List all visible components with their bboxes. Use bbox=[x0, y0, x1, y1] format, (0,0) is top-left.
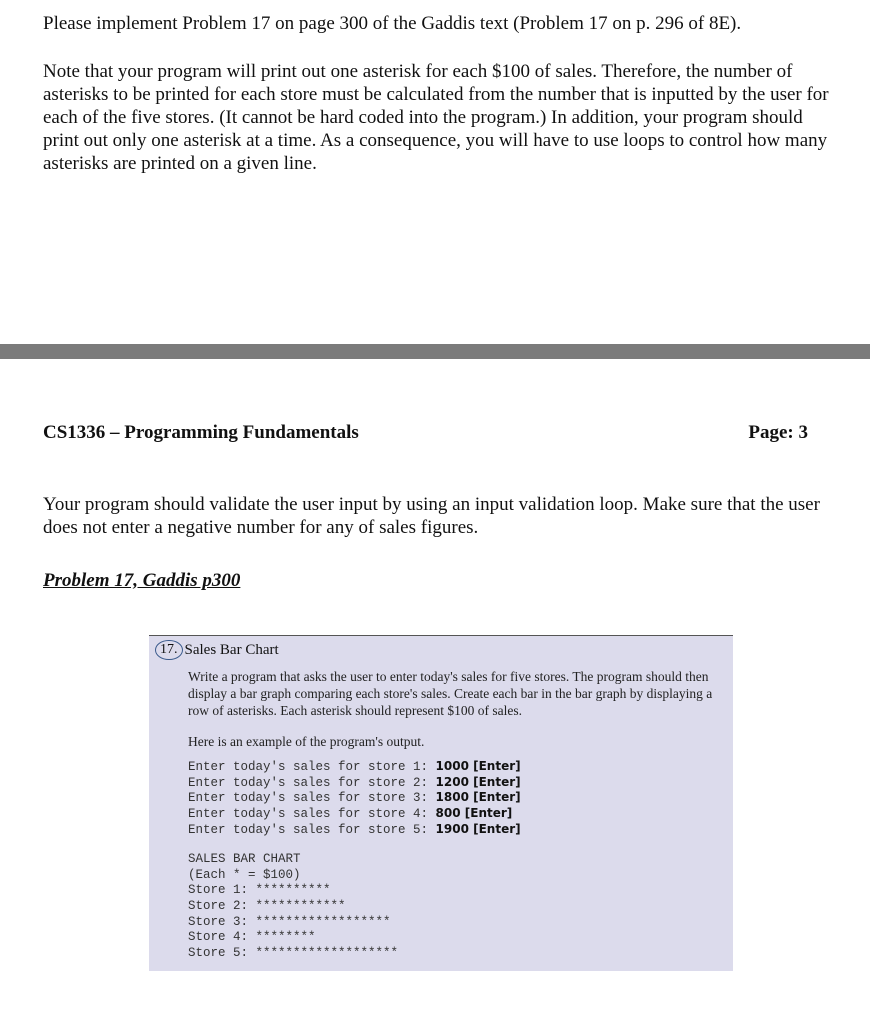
input-line: Enter today's sales for store 3: 1800 [Enter] bbox=[188, 790, 521, 806]
instructions-details: Note that your program will print out one asterisk for each $100 of sales. Therefore, the number of asterisks to be printed for each store must be calculated from the number that is inputted by the user for each of the five stores. (It cannot be hard coded into the program.) In addition, your program should print out only one asterisk at a time. As a consequence, you will have to use loops to control how many asterisks are printed on a given line. bbox=[43, 61, 829, 174]
exercise-description: Write a program that asks the user to enter today's sales for five stores. The program should then display a bar graph comparing each store's sales. Create each bar in the bar graph by displaying a row of asterisks. Each asterisk should represent $100 of sales. bbox=[188, 669, 713, 718]
instructions-page bbox=[0, 0, 870, 344]
page-divider bbox=[0, 344, 870, 359]
chart-row: Store 2: ************ bbox=[188, 899, 346, 914]
chart-row: Store 1: ********** bbox=[188, 883, 331, 898]
textbook-excerpt bbox=[149, 635, 733, 971]
example-intro: Here is an example of the program's output. bbox=[188, 734, 425, 749]
problem-heading: Problem 17, Gaddis p300 bbox=[43, 570, 241, 591]
chart-row: Store 5: ******************* bbox=[188, 946, 399, 961]
page-number: Page: 3 bbox=[748, 422, 808, 443]
instructions-intro: Please implement Problem 17 on page 300 of the Gaddis text (Problem 17 on p. 296 of 8E). bbox=[43, 13, 742, 34]
chart-row: Store 3: ****************** bbox=[188, 914, 391, 929]
exercise-number: 17. bbox=[155, 640, 183, 660]
sample-bar-chart bbox=[188, 852, 398, 962]
input-line: Enter today's sales for store 2: 1200 [Enter] bbox=[188, 774, 521, 790]
sample-input-block bbox=[188, 759, 521, 837]
chart-legend: (Each * = $100) bbox=[188, 867, 301, 882]
chart-title: SALES BAR CHART bbox=[188, 852, 301, 866]
course-title: CS1336 – Programming Fundamentals bbox=[43, 422, 359, 443]
input-line: Enter today's sales for store 4: 800 [Enter] bbox=[188, 806, 513, 822]
chart-row: Store 4: ******** bbox=[188, 930, 316, 945]
input-line: Enter today's sales for store 1: 1000 [Enter] bbox=[188, 759, 521, 774]
exercise-title-row bbox=[155, 640, 279, 660]
validation-paragraph: Your program should validate the user input by using an input validation loop. Make sure that the user does not enter a negative number for any of sales figures. bbox=[43, 494, 820, 538]
exercise-title: Sales Bar Chart bbox=[184, 641, 279, 658]
input-line: Enter today's sales for store 5: 1900 [Enter] bbox=[188, 821, 521, 837]
